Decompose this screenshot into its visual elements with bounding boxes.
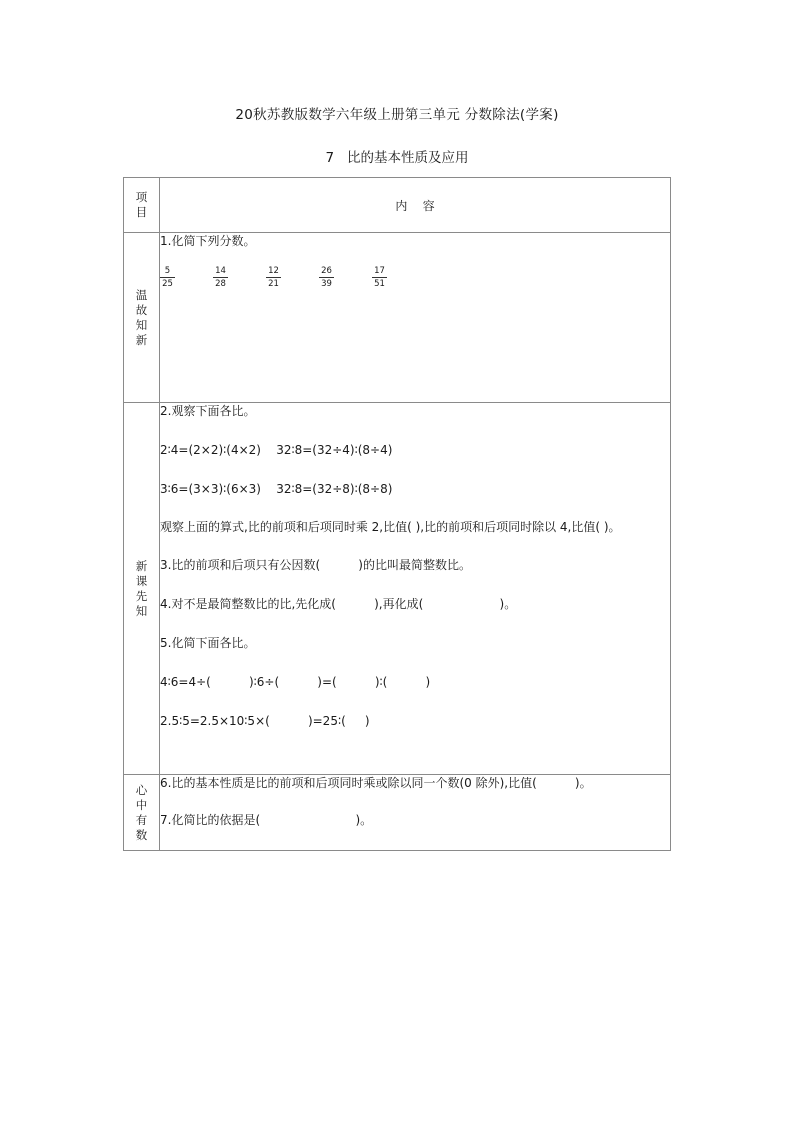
fraction-denominator: 25 (162, 279, 173, 289)
header-label-cell (124, 178, 160, 233)
fraction-5 (372, 266, 387, 289)
equation-line-1: 2∶4=(2×2)∶(4×2) 32∶8=(32÷4)∶(8÷4) (160, 443, 393, 457)
question-1: 1.化简下列分数。 (160, 234, 256, 248)
fraction-4 (319, 266, 334, 289)
fraction-denominator: 28 (215, 279, 226, 289)
fraction-denominator: 51 (374, 279, 385, 289)
question-5: 5.化简下面各比。 (160, 636, 256, 650)
equation-line-4: 2.5∶5=2.5×10∶5×( )=25∶( ) (160, 714, 370, 728)
equation-line-2: 3∶6=(3×3)∶(6×3) 32∶8=(32÷8)∶(8÷8) (160, 482, 393, 496)
equation-line-3: 4∶6=4÷( )∶6÷( )=( )∶( ) (160, 675, 431, 689)
new-lesson-section-label: 新课先知 (135, 558, 148, 618)
fraction-denominator: 21 (268, 279, 279, 289)
fraction-1 (160, 266, 175, 289)
lesson-title: 7 比的基本性质及应用 (325, 150, 469, 166)
table-header-row (124, 178, 671, 233)
new-lesson-section-row (124, 403, 671, 775)
question-3: 3.比的前项和后项只有公因数( )的比叫最简整数比。 (160, 558, 471, 572)
summary-content-cell (160, 775, 671, 851)
fraction-2 (213, 266, 228, 289)
review-section-label: 温故知新 (135, 287, 148, 347)
lesson-table (123, 177, 671, 851)
question-4: 4.对不是最简整数比的比,先化成( ),再化成( )。 (160, 597, 517, 611)
item-column-header: 项目 (135, 190, 148, 219)
review-label-cell (124, 233, 160, 403)
summary-section-row (124, 775, 671, 851)
question-2: 2.观察下面各比。 (160, 404, 256, 418)
fraction-list (160, 266, 670, 289)
review-section-row (124, 233, 671, 403)
summary-section-label: 心中有数 (135, 782, 148, 842)
observation-text: 观察上面的算式,比的前项和后项同时乘 2,比值( ),比的前项和后项同时除以 4,比值( )。 (160, 520, 621, 534)
content-column-header: 内 容 (160, 178, 671, 233)
review-content-cell (160, 233, 671, 403)
new-lesson-label-cell (124, 403, 160, 775)
question-6: 6.比的基本性质是比的前项和后项同时乘或除以同一个数(0 除外),比值( )。 (160, 776, 592, 790)
fraction-3 (266, 266, 281, 289)
fraction-numerator: 14 (215, 266, 226, 276)
question-7: 7.化简比的依据是( )。 (160, 813, 373, 827)
fraction-numerator: 5 (164, 266, 171, 276)
summary-label-cell (124, 775, 160, 851)
fraction-numerator: 12 (268, 266, 279, 276)
fraction-denominator: 39 (321, 279, 332, 289)
fraction-numerator: 17 (374, 266, 385, 276)
fraction-numerator: 26 (321, 266, 332, 276)
document-title: 20秋苏教版数学六年级上册第三单元 分数除法(学案) (235, 107, 559, 123)
new-lesson-content-cell (160, 403, 671, 775)
